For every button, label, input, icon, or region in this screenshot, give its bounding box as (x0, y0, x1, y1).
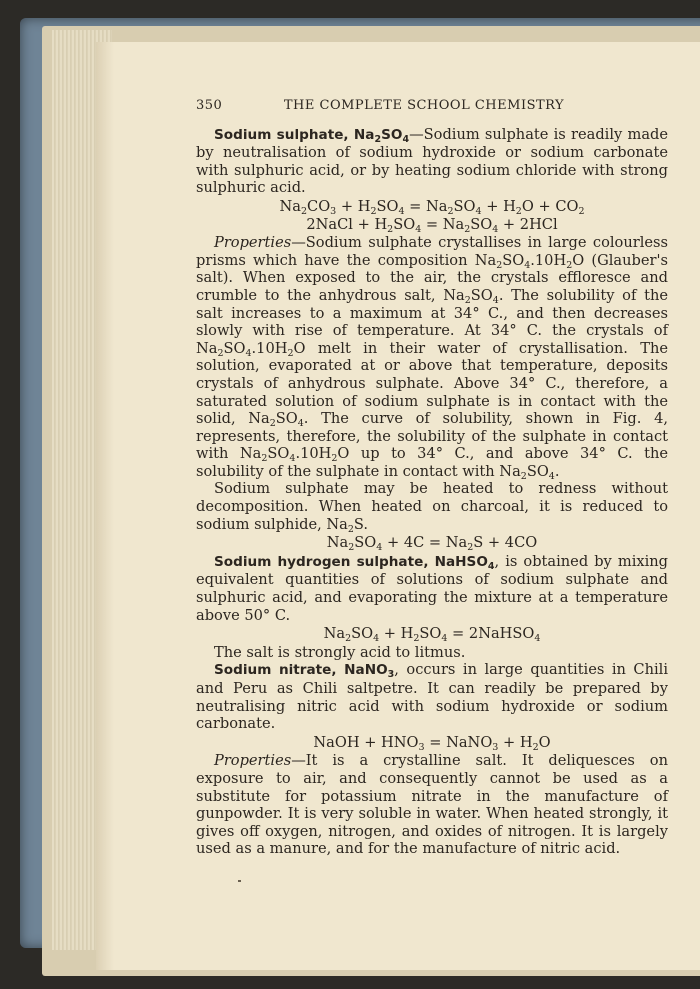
running-title: THE COMPLETE SCHOOL CHEMISTRY (283, 98, 565, 113)
equation: $Na_2SO_4 + H_2SO_4$ = 2NaHSO$_4$ (323, 625, 541, 645)
equation: $Na_2SO_4 + 4C = Na_2S + 4CO$ (326, 534, 538, 554)
paragraph: The salt is strongly acid to litmus. (214, 643, 466, 661)
paragraph: Sodium nitrate, NaNO$_3$, occurs in large quantities in Chili and Peru as Chili saltpetre. It can readily be prepared by neutralising nitric acid with sodium hydroxide or sodium carbonate. (196, 661, 668, 733)
running-header (196, 97, 668, 115)
paragraph: Sodium sulphate may be heated to redness without decomposition. When heated on charcoal, it is reduced to sodium sulphide, $Na_2S$. (196, 480, 668, 535)
equation: $Na_2CO_3 + H_2SO_4 = Na_2SO_4 + H_2O + CO_2$ 2NaCl + $H_2SO_4 = Na_2SO_4 + 2HCl$ (279, 197, 585, 235)
page-text (196, 97, 668, 858)
paragraph: Sodium hydrogen sulphate, NaHSO$_4$, is obtained by mixing equivalent quantities of solutions of sodium sulphate and sulphuric acid, and evaporating the mixture at a temperature above 50° C. (196, 552, 668, 624)
ink-speck (238, 880, 241, 882)
paragraph: Properties—Sodium sulphate crystallises in large colourless prisms which have the composition $Na_2SO_4.10H_2O$ (Glauber's salt). When exposed to the air, the crystals effloresce and crumble to the anhydrous salt, $Na_2SO_4$. The solubility of the salt increases to a maximum at 34° C., and then decreases slowly with rise of temperature. At 34° C. the crystals of $Na_2SO_4.10H_2O$ melt in their water of crystallisation. The solution, evaporated at or above that temperature, deposits crystals of anhydrous sulphate. Above 34° C., therefore, a saturated solution of sodium sulphate is in contact with the solid, $Na_2SO_4$. The curve of solubility, shown in Fig. 4, represents, therefore, the solubility of the sulphate in contact with $Na_2SO_4.10H_2O$ up to 34° C., and above 34° C. the solubility of the sulphate in contact with $Na_2SO_4$. (196, 234, 668, 482)
page-number: 350 (196, 98, 223, 113)
paragraph: Properties—It is a crystalline salt. It deliquesces on exposure to air, and consequently cannot be used as a substitute for potassium nitrate in the manufacture of gunpowder. It is very soluble in water. When heated strongly, it gives off oxygen, nitrogen, and oxides of nitrogen. It is largely used as a manure, and for the manufacture of nitric acid. (196, 752, 668, 858)
equation: NaOH + $HNO_3$ = NaNO$_3$ + $H_2O$ (313, 733, 551, 753)
paragraph: Sodium sulphate, $Na_2SO_4—Sodium$ sulphate is readily made by neutralisation of sodium hydroxide or sodium carbonate with sulphuric acid, or by heating sodium chloride with strong sulphuric acid. (196, 125, 668, 197)
